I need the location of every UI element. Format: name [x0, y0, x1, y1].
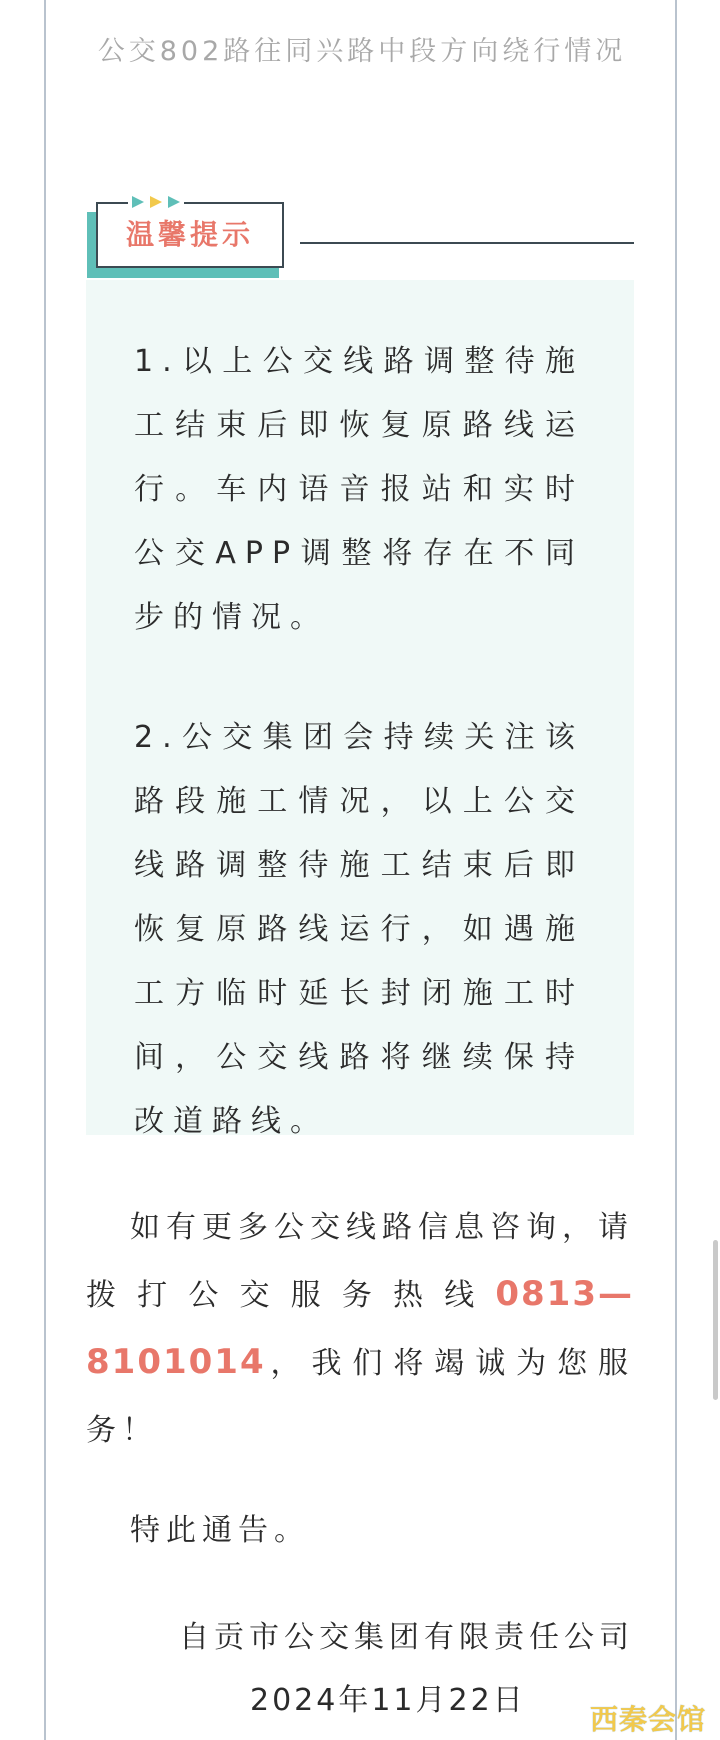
notice-text: 特此通告。 — [130, 1513, 310, 1548]
tip-divider — [300, 242, 634, 244]
hotline-number[interactable]: 0813—8101014 — [86, 1274, 634, 1382]
tip-title: 温馨提示 — [125, 218, 254, 251]
contact-paragraph — [86, 1194, 634, 1464]
contact-text-before: 如有更多公交线路信息咨询，请拨打公交服务热线 — [86, 1210, 634, 1313]
company-name: 自贡市公交集团有限责任公司 — [179, 1620, 634, 1655]
watermark-logo: 西秦会馆 — [590, 1703, 707, 1736]
scrollbar-thumb[interactable] — [713, 1240, 718, 1400]
tip-item-2: 2.公交集团会持续关注该路段施工情况，以上公交线路调整待施工结束后即恢复原路线运行，如遇施工方临时延长封闭施工时间，公交线路将继续保持改道路线。 — [134, 720, 584, 1139]
image-caption: 公交802路往同兴路中段方向绕行情况 — [97, 36, 627, 67]
tip-item-1: 1.以上公交线路调整待施工结束后即恢复原路线运行。车内语音报站和实时公交APP调整将存在不同步的情况。 — [134, 344, 584, 635]
notice-date: 2024年11月22日 — [250, 1683, 526, 1718]
contact-text-after: ，我们将竭诚为您服务！ — [86, 1346, 634, 1448]
